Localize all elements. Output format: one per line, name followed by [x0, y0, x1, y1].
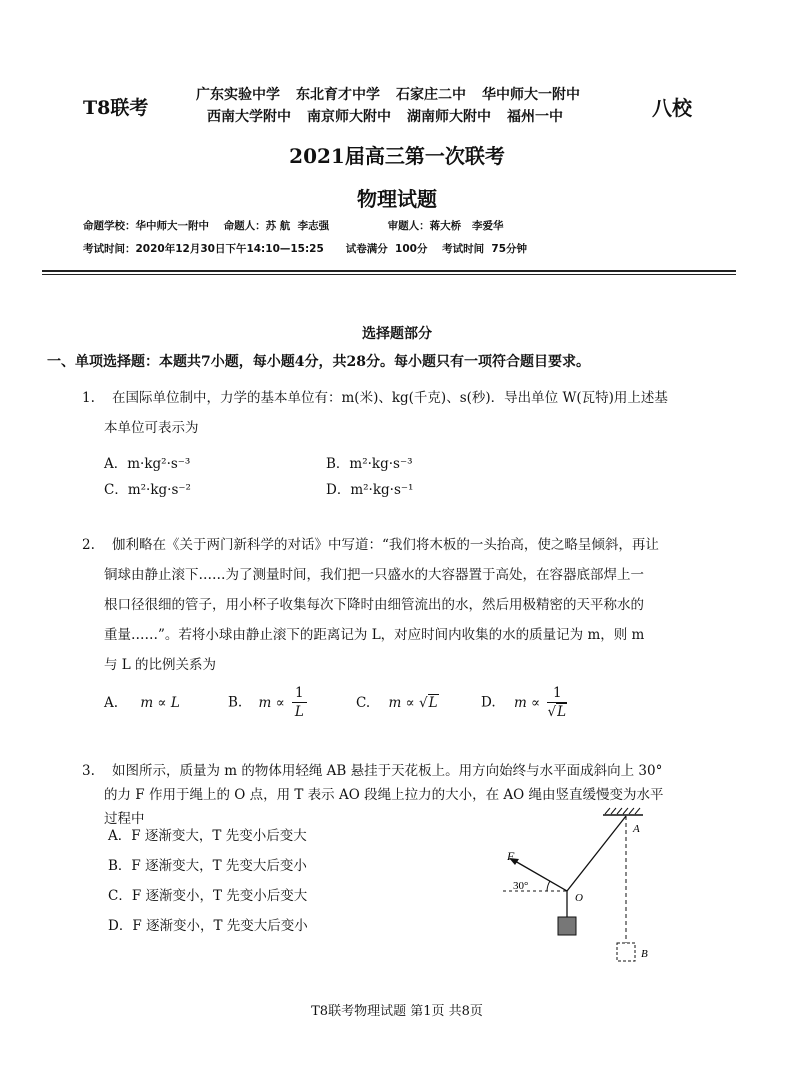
- option-b: B．m²·kg·s⁻³: [326, 456, 413, 472]
- fraction: [292, 684, 307, 721]
- point-b-marker: [617, 943, 635, 961]
- option-d: [481, 684, 570, 721]
- label-a: A: [633, 823, 640, 835]
- option-label: B.: [228, 694, 243, 711]
- question-text: 铜球由静止滚下……为了测量时间，我们把一只盛水的大容器置于高处，在容器底部焊上一: [104, 567, 644, 583]
- school: 福州一中: [507, 109, 563, 125]
- question-1: [82, 383, 668, 413]
- option-expr: m ∝: [513, 694, 541, 711]
- question-2: [82, 530, 659, 560]
- exam-title: 2021届高三第一次联考: [289, 144, 505, 168]
- meta-line-2: 考试时间：2020年12月30日下午14:10—15:25 试卷满分 100分 考试时间 75分钟: [83, 243, 527, 255]
- option-expr: m ∝ L: [140, 695, 180, 711]
- option-label: C.: [356, 695, 371, 711]
- numerator: 1: [547, 684, 567, 703]
- question-text: 伽利略在《关于两门新科学的对话》中写道：“我们将木板的一头抬高，使之略呈倾斜，再让: [112, 537, 659, 553]
- question-text: 的力 F 作用于绳上的 O 点，用 T 表示 AO 段绳上拉力的大小，在 AO 绳由竖直缓慢变为水平: [104, 787, 664, 803]
- question-text: 在国际单位制中，力学的基本单位有：m(米)、kg(千克)、s(秒)．导出单位 W(瓦特)用上述基: [112, 390, 668, 406]
- option-c: C．F 逐渐变小，T 先变小后变大: [108, 888, 308, 904]
- radicand: L: [557, 704, 567, 720]
- question-text: 根口径很细的管子，用小杯子收集每次下降时由细管流出的水，然后用极精密的天平称水的: [104, 597, 644, 613]
- school: 石家庄二中: [396, 87, 466, 103]
- school: 广东实验中学: [196, 87, 280, 103]
- question-text: 如图所示，质量为 m 的物体用轻绳 AB 悬挂于天花板上。用方向始终与水平面成斜向上 30°: [112, 763, 663, 779]
- schools-row-2: [207, 106, 579, 126]
- question-number: 1.: [82, 390, 95, 406]
- question-text: 本单位可表示为: [104, 420, 199, 436]
- label-o: O: [575, 892, 583, 904]
- option-expr: m ∝: [388, 695, 415, 711]
- question-text: 重量……”。若将小球由静止滚下的距离记为 L，对应时间内收集的水的质量记为 m，则 m: [104, 627, 645, 643]
- page-footer: T8联考物理试题 第1页 共8页: [311, 1004, 483, 1019]
- option-expr: m ∝: [258, 694, 285, 711]
- school: 东北育才中学: [296, 87, 380, 103]
- mass-block: [558, 917, 576, 935]
- option-b: [228, 684, 310, 721]
- denominator: L: [294, 704, 304, 720]
- option-a: A．F 逐渐变大，T 先变小后变大: [108, 828, 307, 844]
- school: 华中师大一附中: [482, 87, 580, 103]
- force-diagram: [495, 805, 670, 965]
- subject-title: 物理试题: [357, 187, 437, 211]
- question-number: 3.: [82, 763, 95, 779]
- question-text: 过程中: [104, 811, 145, 827]
- divider: [42, 270, 736, 272]
- option-b: B．F 逐渐变大，T 先变大后变小: [108, 858, 307, 874]
- radicand: L: [428, 695, 438, 711]
- meta-line-1: 命题学校：华中师大一附中 命题人：苏 航 李志强 审题人：蒋大桥 李爱华: [83, 220, 504, 232]
- ceiling: [603, 808, 643, 815]
- option-d: D．m²·kg·s⁻¹: [326, 482, 414, 498]
- angle-arc: [547, 881, 550, 891]
- question-text: 与 L 的比例关系为: [104, 657, 217, 673]
- exam-tag: T8联考: [83, 97, 149, 119]
- numerator: 1: [292, 684, 307, 703]
- school: 南京师大附中: [307, 109, 391, 125]
- option-c: C．m²·kg·s⁻²: [104, 482, 191, 498]
- rope-ao: [567, 816, 626, 891]
- fraction: $\frac{1}{√L}$: [547, 685, 567, 720]
- label-angle: 30°: [513, 880, 529, 892]
- option-label: D.: [481, 694, 496, 711]
- option-a: A．m·kg²·s⁻³: [104, 456, 191, 472]
- section-title: 选择题部分: [362, 326, 432, 342]
- question-number: 2.: [82, 537, 95, 553]
- school: 西南大学附中: [207, 109, 291, 125]
- school: 湖南师大附中: [407, 109, 491, 125]
- divider: [42, 274, 736, 275]
- option-c: C. m ∝ √L: [356, 695, 438, 711]
- option-d: D．F 逐渐变小，T 先变大后变小: [108, 918, 308, 934]
- label-b: B: [641, 948, 648, 960]
- part-heading: 一、单项选择题：本题共7小题，每小题4分，共28分。每小题只有一项符合题目要求。: [47, 354, 590, 370]
- eight-schools-tag: 八校: [652, 96, 692, 120]
- option-label: A.: [104, 695, 119, 711]
- label-f: F: [507, 849, 515, 863]
- option-a: [104, 695, 180, 711]
- schools-row-1: [196, 84, 596, 104]
